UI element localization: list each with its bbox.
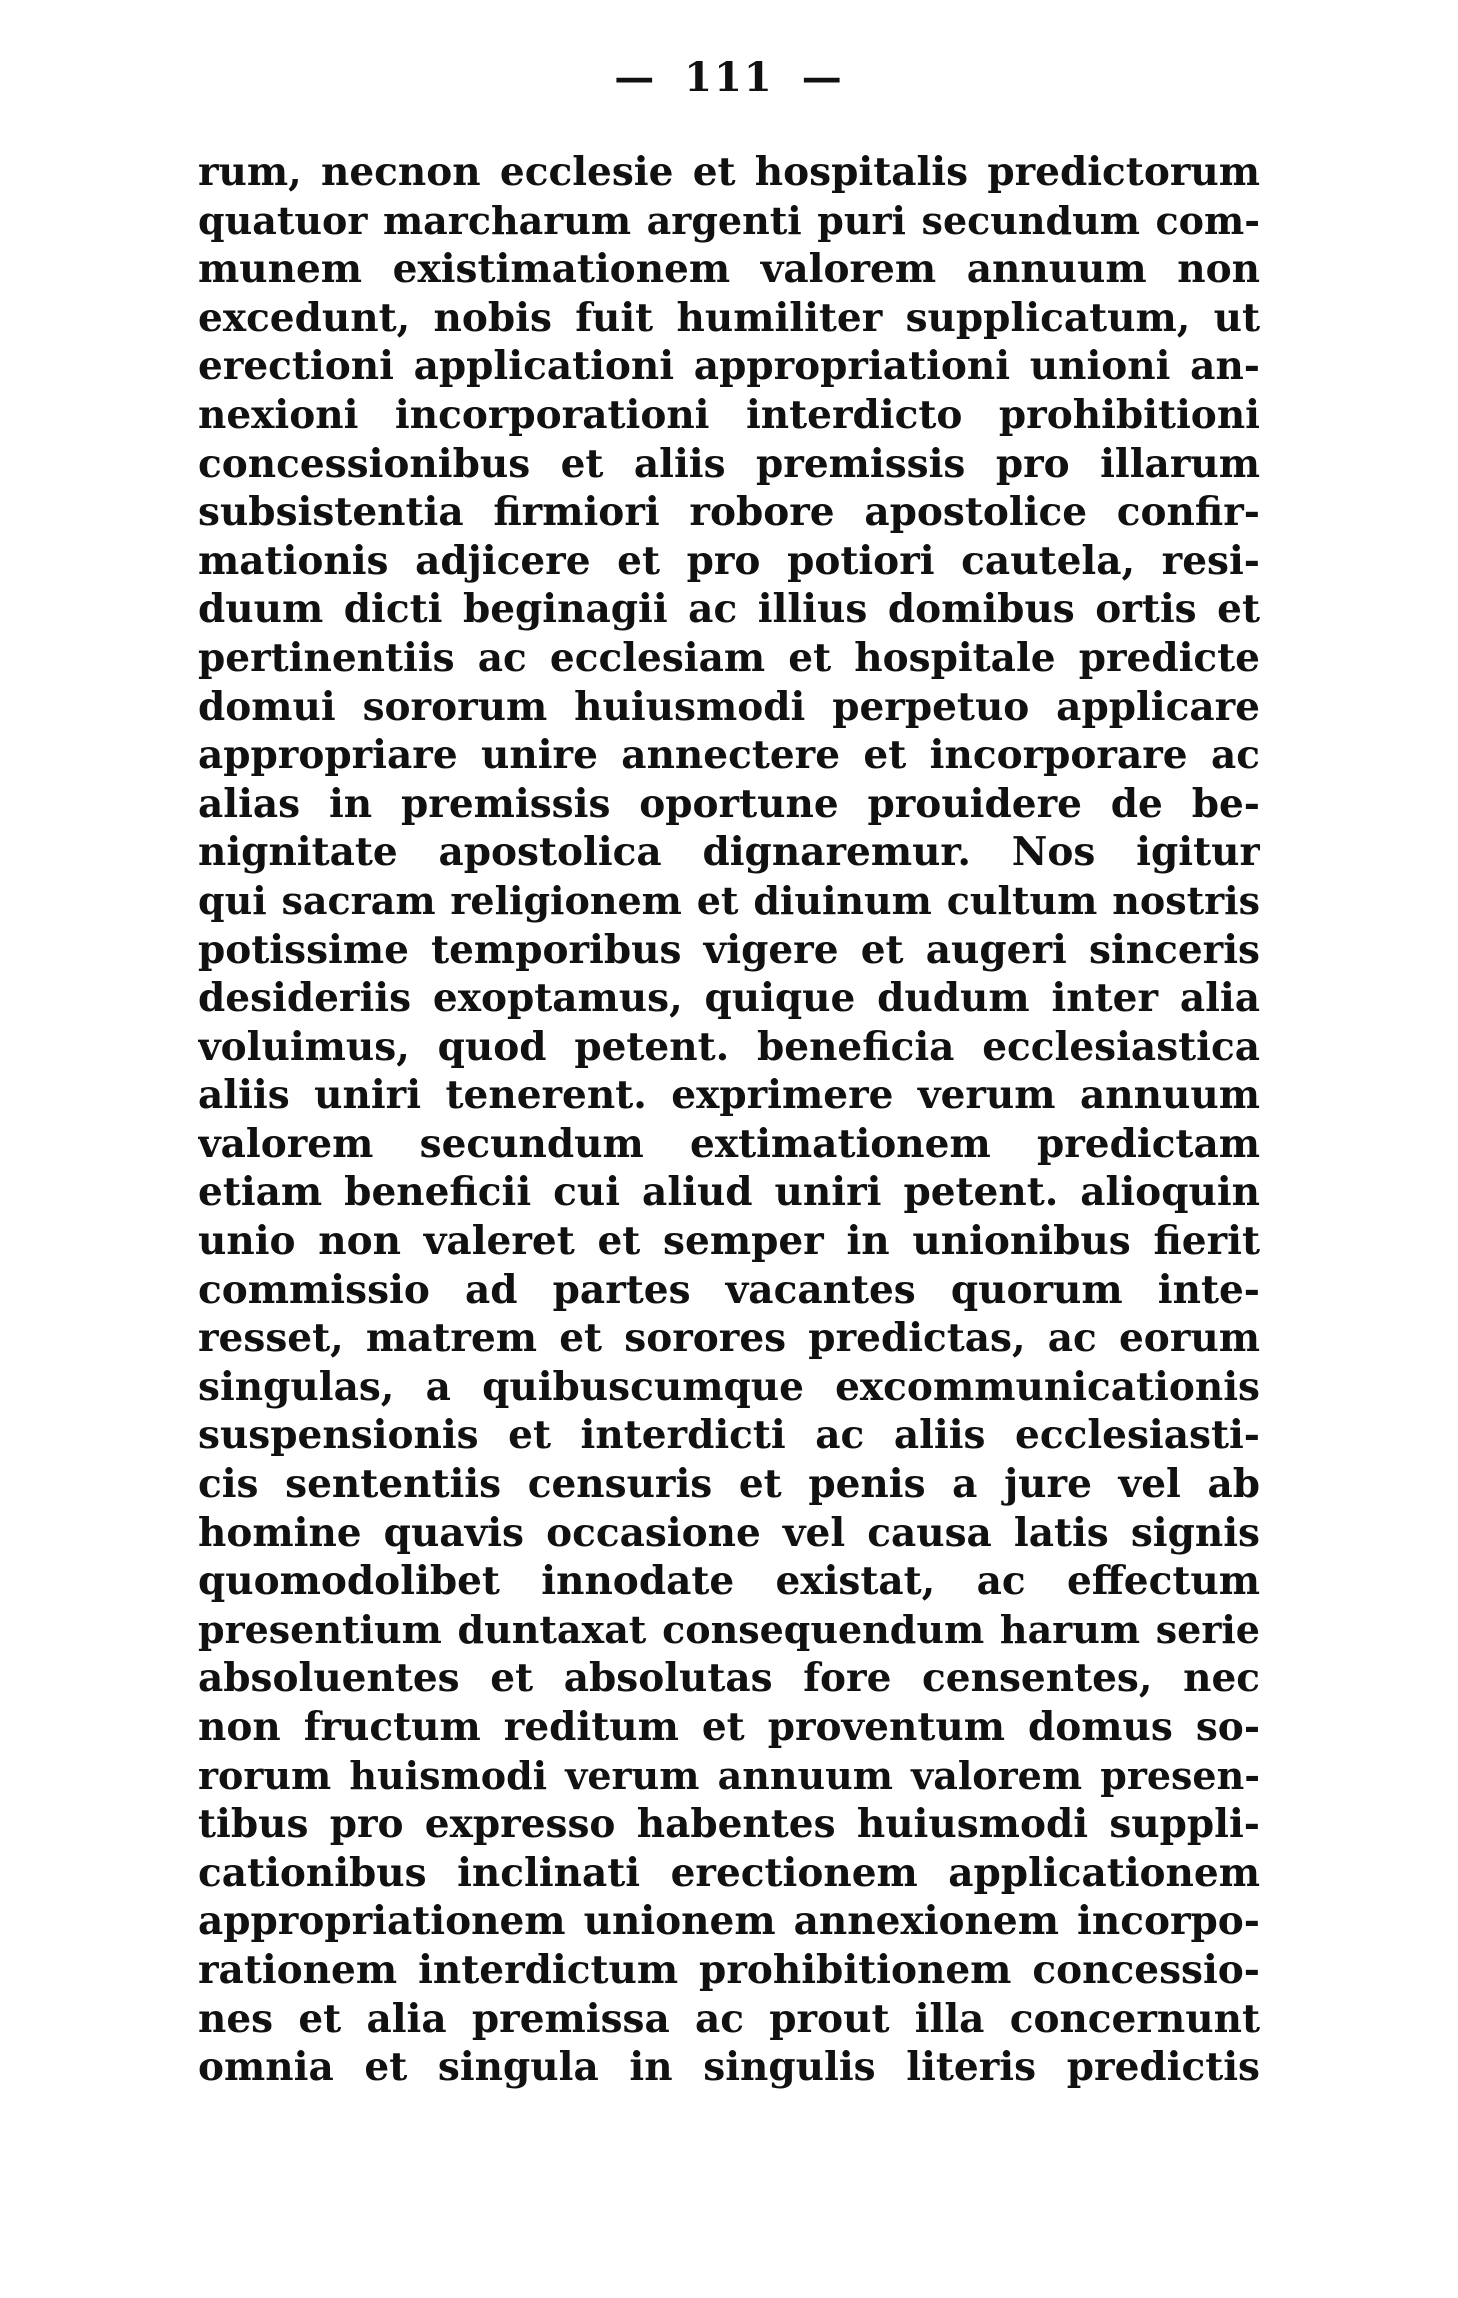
text-line: absoluentes et absolutas fore censentes, nec bbox=[198, 1655, 1260, 1702]
text-line: voluimus, quod petent. beneficia ecclesiastica bbox=[198, 1023, 1260, 1070]
text-line: cis sententiis censuris et penis a jure vel ab bbox=[198, 1461, 1260, 1508]
text-line: rationem interdictum prohibitionem concessio- bbox=[198, 1946, 1260, 1993]
text-line: desideriis exoptamus, quique dudum inter alia bbox=[198, 975, 1260, 1022]
text-line: munem existimationem valorem annuum non bbox=[198, 246, 1260, 293]
text-line: rum, necnon ecclesie et hospitalis predictorum bbox=[198, 149, 1260, 195]
text-line: concessionibus et aliis premissis pro illarum bbox=[198, 440, 1260, 487]
header-dash-left: — bbox=[614, 54, 657, 101]
text-line: resset, matrem et sorores predictas, ac eorum bbox=[198, 1315, 1260, 1362]
text-line: excedunt, nobis fuit humiliter supplicatum, ut bbox=[198, 294, 1260, 341]
text-line: unio non valeret et semper in unionibus fierit bbox=[198, 1218, 1260, 1265]
text-line: appropriare unire annectere et incorporare ac bbox=[198, 732, 1260, 779]
text-line: mationis adjicere et pro potiori cautela, resi- bbox=[198, 537, 1260, 584]
text-line: quatuor marcharum argenti puri secundum com- bbox=[198, 197, 1260, 243]
page-header bbox=[0, 54, 1458, 101]
text-line: presentium duntaxat consequendum harum serie bbox=[198, 1606, 1260, 1652]
text-line: subsistentia firmiori robore apostolice confir- bbox=[198, 489, 1260, 536]
text-line: etiam beneficii cui aliud uniri petent. alioquin bbox=[198, 1169, 1260, 1216]
text-line: homine quavis occasione vel causa latis signis bbox=[198, 1509, 1260, 1556]
text-line: duum dicti beginagii ac illius domibus ortis et bbox=[198, 586, 1260, 633]
text-line: pertinentiis ac ecclesiam et hospitale predicte bbox=[198, 634, 1260, 681]
text-line: omnia et singula in singulis literis predictis bbox=[198, 2044, 1260, 2091]
text-line: non fructum reditum et proventum domus so- bbox=[198, 1704, 1260, 1750]
text-line: suspensionis et interdicti ac aliis ecclesiasti- bbox=[198, 1412, 1260, 1459]
text-line: domui sororum huiusmodi perpetuo applicare bbox=[198, 683, 1260, 730]
text-line: commissio ad partes vacantes quorum inte- bbox=[198, 1266, 1260, 1313]
text-line: alias in premissis oportune prouidere de be- bbox=[198, 780, 1260, 827]
text-line: aliis uniri tenerent. exprimere verum annuum bbox=[198, 1072, 1260, 1119]
text-line: valorem secundum extimationem predictam bbox=[198, 1120, 1260, 1167]
text-line: qui sacram religionem et diuinum cultum nostris bbox=[198, 877, 1260, 923]
text-line: rorum huismodi verum annuum valorem presen- bbox=[198, 1752, 1260, 1798]
body-text bbox=[198, 148, 1260, 2092]
text-line: singulas, a quibuscumque excommunicationis bbox=[198, 1363, 1260, 1410]
text-line: potissime temporibus vigere et augeri sinceris bbox=[198, 926, 1260, 973]
text-line: appropriationem unionem annexionem incorpo- bbox=[198, 1898, 1260, 1945]
text-line: nexioni incorporationi interdicto prohibitioni bbox=[198, 391, 1260, 438]
header-dash-right: — bbox=[801, 54, 844, 101]
text-line: nes et alia premissa ac prout illa concernunt bbox=[198, 1995, 1260, 2042]
text-line: nignitate apostolica dignaremur. Nos igitur bbox=[198, 829, 1260, 876]
text-line: erectioni applicationi appropriationi unioni an- bbox=[198, 343, 1260, 390]
text-line: quomodolibet innodate existat, ac effectum bbox=[198, 1558, 1260, 1605]
text-line: tibus pro expresso habentes huiusmodi suppli- bbox=[198, 1801, 1260, 1848]
text-line: cationibus inclinati erectionem applicationem bbox=[198, 1849, 1260, 1896]
page-number: 111 bbox=[684, 54, 774, 101]
